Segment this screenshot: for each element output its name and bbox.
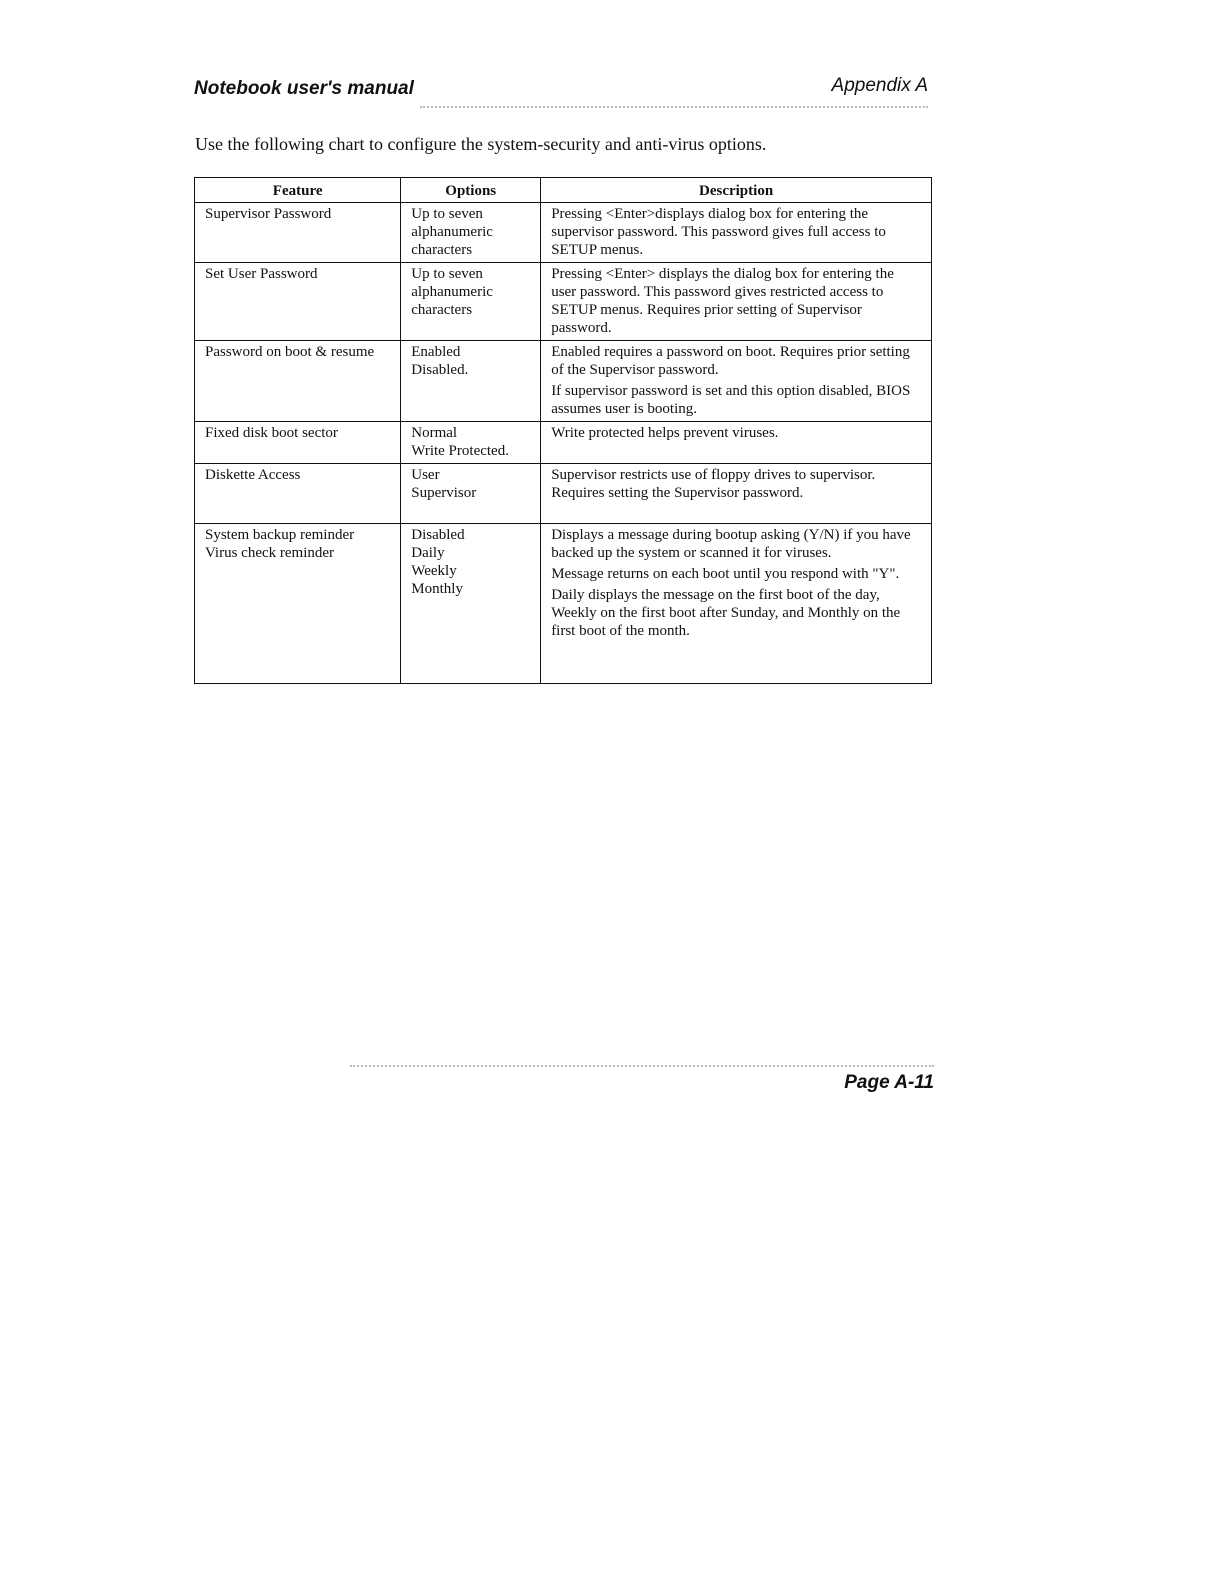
header-options: Options [401, 178, 541, 203]
description-paragraph: Pressing <Enter>displays dialog box for entering the supervisor password. This password gives full access to SETUP menus. [551, 206, 886, 258]
description-cell [541, 263, 932, 341]
option-value: Normal [411, 425, 458, 441]
options-cell [401, 524, 541, 684]
option-value: Monthly [411, 581, 463, 597]
description-paragraph: Message returns on each boot until you respond with "Y". [551, 566, 900, 582]
description-cell [541, 341, 932, 422]
manual-title: Notebook user's manual [194, 78, 414, 99]
table-row [195, 341, 932, 422]
table-row [195, 464, 932, 524]
feature-cell: System backup reminder Virus check reminder [195, 524, 401, 684]
options-cell [401, 263, 541, 341]
options-cell [401, 341, 541, 422]
table-header-row [195, 178, 932, 203]
options-cell [401, 464, 541, 524]
table-row [195, 524, 932, 684]
feature-cell: Supervisor Password [195, 203, 401, 263]
table-row [195, 203, 932, 263]
option-value: User [411, 467, 440, 483]
option-value: Weekly [411, 563, 457, 579]
table-row [195, 263, 932, 341]
description-paragraph: If supervisor password is set and this option disabled, BIOS assumes user is booting. [551, 383, 911, 417]
options-cell [401, 203, 541, 263]
option-value: Up to seven alphanumeric characters [411, 266, 493, 318]
description-paragraph: Write protected helps prevent viruses. [551, 425, 779, 441]
description-paragraph: Displays a message during bootup asking (Y/N) if you have backed up the system or scanned it for viruses. [551, 527, 911, 561]
description-cell [541, 203, 932, 263]
description-cell [541, 422, 932, 464]
description-cell [541, 464, 932, 524]
options-cell [401, 422, 541, 464]
option-value: Disabled. [411, 362, 469, 378]
option-value: Write Protected. [411, 443, 509, 459]
option-value: Disabled [411, 527, 465, 543]
appendix-label: Appendix A [831, 75, 928, 96]
description-paragraph: Supervisor restricts use of floppy drives to supervisor. Requires setting the Supervisor password. [551, 467, 876, 501]
option-value: Enabled [411, 344, 461, 360]
option-value: Up to seven alphanumeric characters [411, 206, 493, 258]
feature-cell: Password on boot & resume [195, 341, 401, 422]
page-number: Page A-11 [844, 1072, 934, 1093]
intro-text: Use the following chart to configure the system-security and anti-virus options. [195, 134, 767, 154]
option-value: Supervisor [411, 485, 477, 501]
feature-cell: Fixed disk boot sector [195, 422, 401, 464]
header-description: Description [541, 178, 932, 203]
description-paragraph: Enabled requires a password on boot. Requires prior setting of the Supervisor password. [551, 344, 910, 378]
feature-cell: Set User Password [195, 263, 401, 341]
description-cell [541, 524, 932, 684]
feature-cell: Diskette Access [195, 464, 401, 524]
header-divider [420, 106, 928, 108]
table-row [195, 422, 932, 464]
header-feature: Feature [195, 178, 401, 203]
description-paragraph: Pressing <Enter> displays the dialog box for entering the user password. This password gives restricted access to SETUP menus. Requires prior setting of Supervisor password. [551, 266, 894, 336]
description-paragraph: Daily displays the message on the first boot of the day, Weekly on the first boot after Sunday, and Monthly on the first boot of the month. [551, 587, 901, 639]
security-options-table [194, 177, 932, 684]
option-value: Daily [411, 545, 445, 561]
footer-divider [350, 1065, 934, 1067]
